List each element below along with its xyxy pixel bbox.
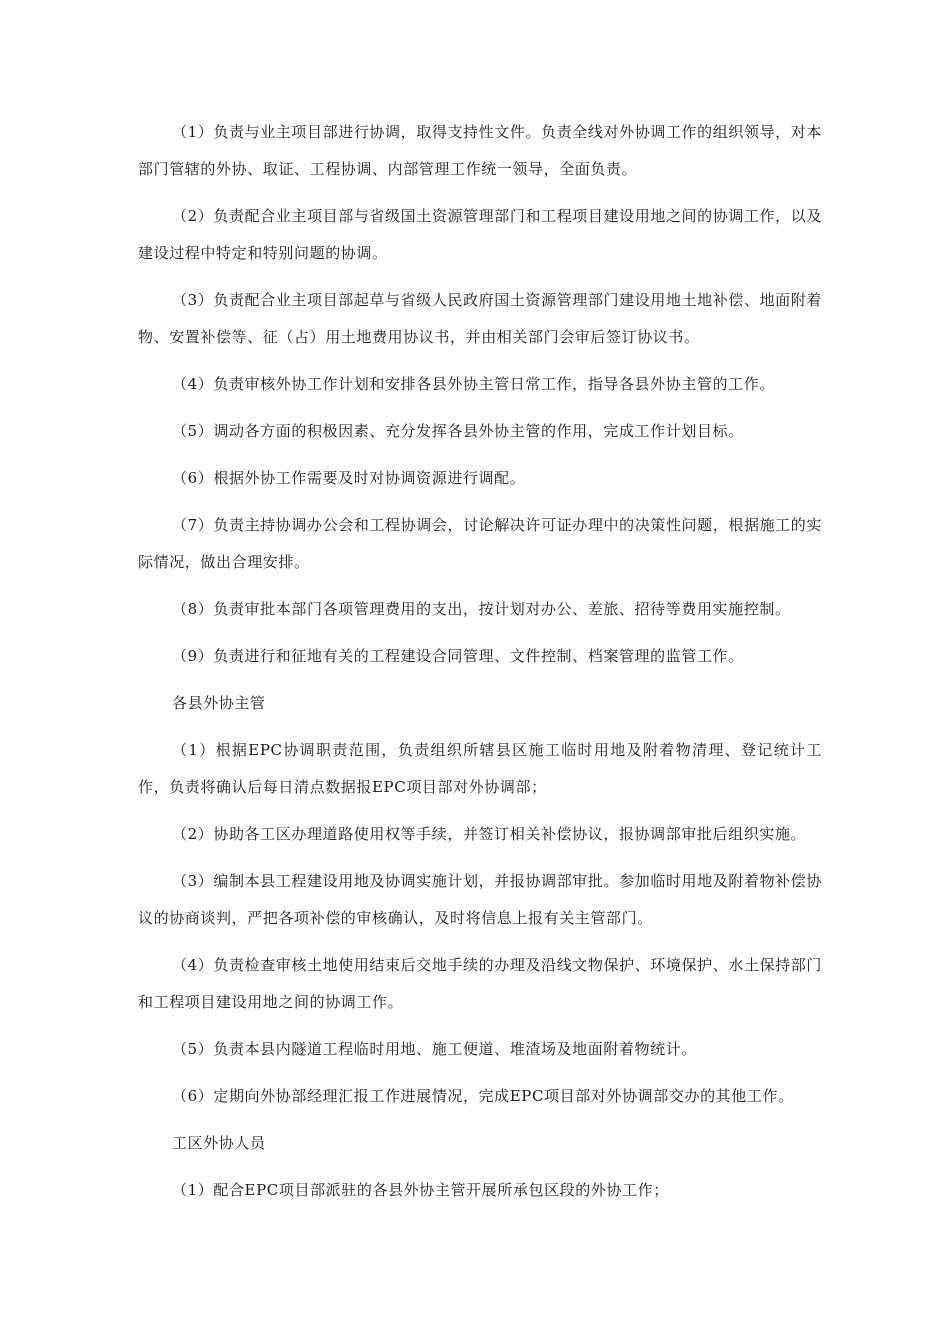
county-duty-item-1: （1）根据EPC协调职责范围，负责组织所辖县区施工临时用地及附着物清理、登记统计工作，负责将确认后每日清点数据报EPC项目部对外协调部； <box>138 741 822 796</box>
duty-item-8: （8）负责审批本部门各项管理费用的支出，按计划对办公、差旅、招待等费用实施控制。 <box>172 600 791 618</box>
duty-item-6: （6）根据外协工作需要及时对协调资源进行调配。 <box>172 469 526 487</box>
duty-item-3: （3）负责配合业主项目部起草与省级人民政府国土资源管理部门建设用地土地补偿、地面附着物、安置补偿等、征（占）用土地费用协议书，并由相关部门会审后签订协议书。 <box>138 291 822 346</box>
duty-item-9: （9）负责进行和征地有关的工程建设合同管理、文件控制、档案管理的监管工作。 <box>172 647 744 665</box>
county-duty-item-6: （6）定期向外协部经理汇报工作进展情况，完成EPC项目部对外协调部交办的其他工作。 <box>172 1087 794 1105</box>
county-duty-item-2: （2）协助各工区办理道路使用权等手续，并签订相关补偿协议，报协调部审批后组织实施。 <box>172 825 807 843</box>
duty-item-4: （4）负责审核外协工作计划和安排各县外协主管日常工作，指导各县外协主管的工作。 <box>172 375 775 393</box>
section-heading-work-area-staff: 工区外协人员 <box>172 1134 266 1152</box>
county-duty-item-3: （3）编制本县工程建设用地及协调实施计划，并报协调部审批。参加临时用地及附着物补偿协议的协商谈判，严把各项补偿的审核确认，及时将信息上报有关主管部门。 <box>138 872 822 927</box>
work-area-duty-item-1: （1）配合EPC项目部派驻的各县外协主管开展所承包区段的外协工作； <box>172 1181 669 1199</box>
document-page <box>138 114 822 1219</box>
county-duty-item-4: （4）负责检查审核土地使用结束后交地手续的办理及沿线文物保护、环境保护、水土保持部门和工程项目建设用地之间的协调工作。 <box>138 956 822 1011</box>
duty-item-7: （7）负责主持协调办公会和工程协调会，讨论解决许可证办理中的决策性问题，根据施工的实际情况，做出合理安排。 <box>138 516 822 571</box>
duty-item-1: （1）负责与业主项目部进行协调，取得支持性文件。负责全线对外协调工作的组织领导，对本部门管辖的外协、取证、工程协调、内部管理工作统一领导，全面负责。 <box>138 123 822 178</box>
duty-item-5: （5）调动各方面的积极因素、充分发挥各县外协主管的作用，完成工作计划目标。 <box>172 422 744 440</box>
section-heading-county-manager: 各县外协主管 <box>172 694 266 712</box>
county-duty-item-5: （5）负责本县内隧道工程临时用地、施工便道、堆渣场及地面附着物统计。 <box>172 1040 697 1058</box>
duty-item-2: （2）负责配合业主项目部与省级国土资源管理部门和工程项目建设用地之间的协调工作，以及建设过程中特定和特别问题的协调。 <box>138 207 822 262</box>
